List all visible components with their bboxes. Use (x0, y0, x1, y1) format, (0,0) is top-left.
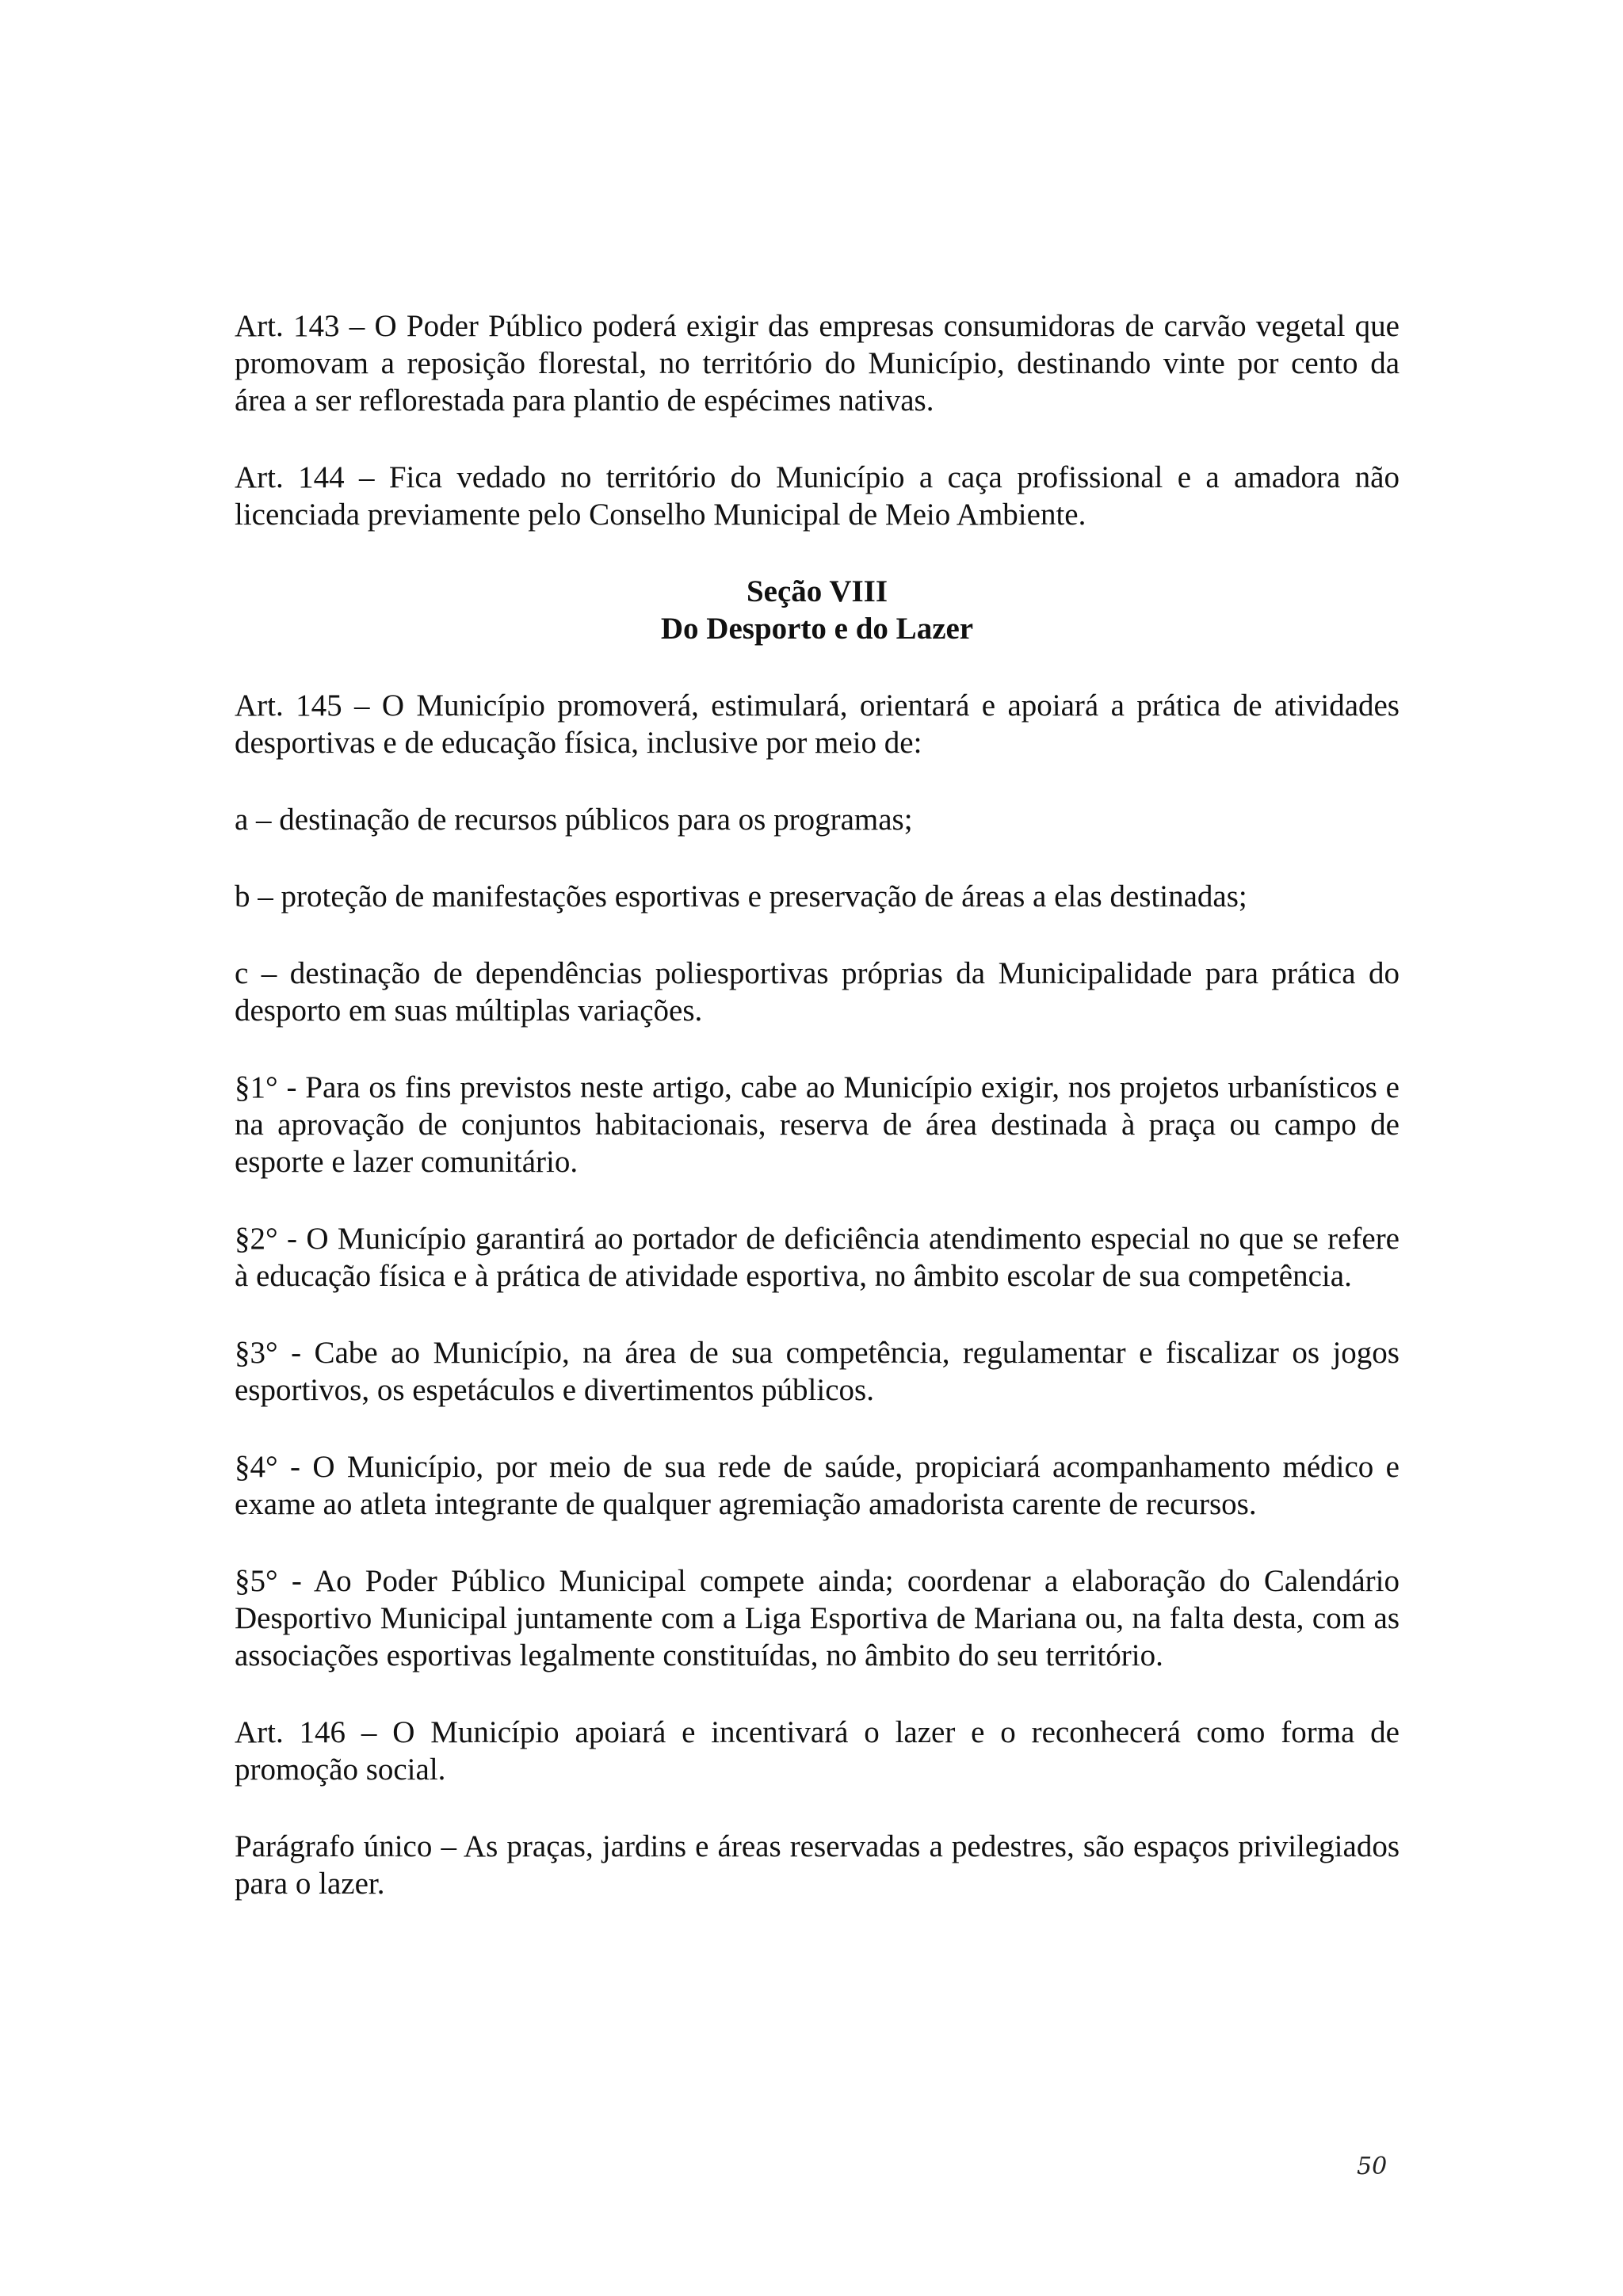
section-title: Do Desporto e do Lazer (660, 612, 974, 646)
item-b: b – proteção de manifestações esportivas e preservação de áreas a elas destinadas; (235, 879, 1247, 913)
paragraph-3: §3° - Cabe ao Município, na área de sua competência, regulamentar e fiscalizar os jogos esportivos, os espetáculos e divertimentos públicos. (235, 1336, 1400, 1407)
document-page (235, 307, 1400, 1942)
paragraph-1: §1° - Para os fins previstos neste artigo, cabe ao Município exigir, nos projetos urbanísticos e na aprovação de conjuntos habitacionais, reserva de área destinada à praça ou campo de esporte e lazer comunitário. (235, 1070, 1400, 1179)
article-145: Art. 145 – O Município promoverá, estimulará, orientará e apoiará a prática de atividades desportivas e de educação física, inclusive por meio de: (235, 688, 1400, 760)
item-a: a – destinação de recursos públicos para os programas; (235, 803, 913, 837)
paragraph-2: §2° - O Município garantirá ao portador de deficiência atendimento especial no que se refere à educação física e à prática de atividade esportiva, no âmbito escolar de sua competência. (235, 1222, 1400, 1293)
paragraph-5: §5° - Ao Poder Público Municipal compete ainda; coordenar a elaboração do Calendário Desportivo Municipal juntamente com a Liga Esportiva de Mariana ou, na falta desta, com as associações esportivas legalmente constituídas, no âmbito do seu território. (235, 1564, 1400, 1672)
sole-paragraph: Parágrafo único – As praças, jardins e áreas reservadas a pedestres, são espaços privilegiados para o lazer. (235, 1829, 1400, 1901)
section-number: Seção VIII (746, 574, 888, 608)
paragraph-4: §4° - O Município, por meio de sua rede de saúde, propiciará acompanhamento médico e exame ao atleta integrante de qualquer agremiação amadorista carente de recursos. (235, 1450, 1400, 1521)
item-c: c – destinação de dependências poliesportivas próprias da Municipalidade para prática do desporto em suas múltiplas variações. (235, 956, 1400, 1028)
article-143: Art. 143 – O Poder Público poderá exigir das empresas consumidoras de carvão vegetal que promovam a reposição florestal, no território do Município, destinando vinte por cento da área a ser reflorestada para plantio de espécimes nativas. (235, 309, 1400, 418)
section-heading (235, 573, 1400, 647)
page-number: 50 (1357, 2153, 1388, 2180)
article-144: Art. 144 – Fica vedado no território do Município a caça profissional e a amadora não licenciada previamente pelo Conselho Municipal de Meio Ambiente. (235, 460, 1400, 532)
article-146: Art. 146 – O Município apoiará e incentivará o lazer e o reconhecerá como forma de promoção social. (235, 1715, 1400, 1787)
